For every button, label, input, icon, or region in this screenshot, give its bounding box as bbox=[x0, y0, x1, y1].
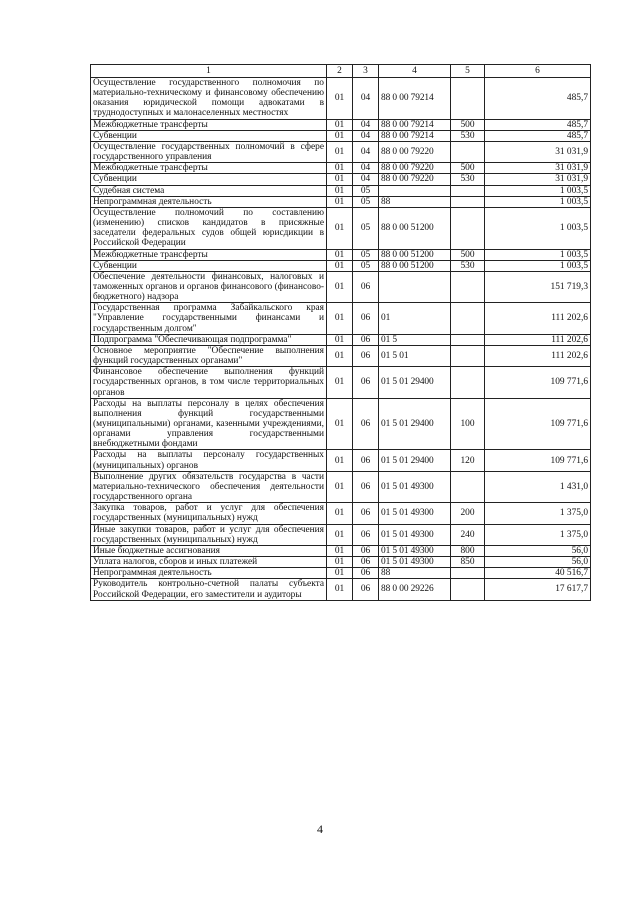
cell-target-article: 01 5 01 bbox=[379, 345, 451, 366]
table-row bbox=[91, 271, 591, 302]
cell-target-article: 88 0 00 51200 bbox=[379, 260, 451, 271]
cell-amount: 151 719,3 bbox=[485, 271, 591, 302]
cell-amount: 56,0 bbox=[485, 557, 591, 568]
cell-section: 01 bbox=[327, 557, 353, 568]
cell-subsection: 06 bbox=[353, 524, 379, 545]
table-row bbox=[91, 579, 591, 600]
cell-section: 01 bbox=[327, 345, 353, 366]
table-row bbox=[91, 568, 591, 579]
table-row bbox=[91, 303, 591, 334]
header-col-5: 5 bbox=[451, 65, 485, 78]
cell-target-article: 01 5 01 49300 bbox=[379, 524, 451, 545]
cell-name: Субвенции bbox=[91, 260, 327, 271]
cell-expense-type bbox=[451, 334, 485, 345]
cell-subsection: 06 bbox=[353, 545, 379, 556]
cell-expense-type: 500 bbox=[451, 163, 485, 174]
cell-subsection: 06 bbox=[353, 345, 379, 366]
cell-section: 01 bbox=[327, 545, 353, 556]
cell-section: 01 bbox=[327, 303, 353, 334]
cell-subsection: 04 bbox=[353, 174, 379, 185]
cell-subsection: 06 bbox=[353, 271, 379, 302]
page-number: 4 bbox=[317, 822, 323, 836]
cell-amount: 1 003,5 bbox=[485, 207, 591, 249]
cell-amount: 31 031,9 bbox=[485, 163, 591, 174]
cell-name: Межбюджетные трансферты bbox=[91, 163, 327, 174]
cell-target-article: 88 0 00 51200 bbox=[379, 249, 451, 260]
cell-name: Государственная программа Забайкальского края "Управление государственными финансами и государственным долгом" bbox=[91, 303, 327, 334]
table-header bbox=[91, 65, 591, 78]
budget-table bbox=[90, 64, 591, 601]
cell-target-article: 88 0 00 51200 bbox=[379, 207, 451, 249]
cell-section: 01 bbox=[327, 450, 353, 471]
cell-section: 01 bbox=[327, 174, 353, 185]
cell-expense-type: 100 bbox=[451, 398, 485, 450]
cell-subsection: 06 bbox=[353, 557, 379, 568]
cell-target-article: 01 5 01 29400 bbox=[379, 367, 451, 398]
table-row bbox=[91, 130, 591, 141]
cell-section: 01 bbox=[327, 78, 353, 120]
table-row bbox=[91, 367, 591, 398]
cell-target-article: 88 bbox=[379, 568, 451, 579]
cell-section: 01 bbox=[327, 141, 353, 162]
cell-amount: 485,7 bbox=[485, 119, 591, 130]
cell-target-article: 88 0 00 79214 bbox=[379, 78, 451, 120]
cell-subsection: 04 bbox=[353, 119, 379, 130]
cell-target-article: 88 0 00 79220 bbox=[379, 141, 451, 162]
cell-section: 01 bbox=[327, 503, 353, 524]
cell-subsection: 04 bbox=[353, 141, 379, 162]
cell-expense-type bbox=[451, 579, 485, 600]
cell-expense-type: 530 bbox=[451, 260, 485, 271]
cell-name: Осуществление государственного полномочия по материально-техническому и финансовому обеспечению оказания юридической помощи адвокатами в труднодоступных и малонаселенных местностях bbox=[91, 78, 327, 120]
cell-expense-type bbox=[451, 367, 485, 398]
cell-amount: 109 771,6 bbox=[485, 450, 591, 471]
cell-target-article: 01 bbox=[379, 303, 451, 334]
cell-expense-type bbox=[451, 568, 485, 579]
cell-subsection: 06 bbox=[353, 398, 379, 450]
cell-expense-type bbox=[451, 345, 485, 366]
cell-target-article: 01 5 01 29400 bbox=[379, 450, 451, 471]
header-col-1: 1 bbox=[91, 65, 327, 78]
cell-target-article: 01 5 01 29400 bbox=[379, 398, 451, 450]
cell-subsection: 06 bbox=[353, 334, 379, 345]
cell-expense-type bbox=[451, 471, 485, 502]
cell-name: Обеспечение деятельности финансовых, налоговых и таможенных органов и органов финансового (финансово-бюджетного) надзора bbox=[91, 271, 327, 302]
cell-subsection: 05 bbox=[353, 207, 379, 249]
cell-subsection: 06 bbox=[353, 471, 379, 502]
cell-name: Непрограммная деятельность bbox=[91, 196, 327, 207]
cell-amount: 111 202,6 bbox=[485, 303, 591, 334]
cell-expense-type bbox=[451, 303, 485, 334]
cell-section: 01 bbox=[327, 249, 353, 260]
cell-amount: 1 003,5 bbox=[485, 185, 591, 196]
cell-amount: 1 375,0 bbox=[485, 524, 591, 545]
cell-name: Финансовое обеспечение выполнения функций государственных органов, в том числе территориальных органов bbox=[91, 367, 327, 398]
cell-subsection: 06 bbox=[353, 450, 379, 471]
table-row bbox=[91, 260, 591, 271]
cell-amount: 111 202,6 bbox=[485, 334, 591, 345]
cell-subsection: 06 bbox=[353, 503, 379, 524]
cell-name: Расходы на выплаты персоналу государственных (муниципальных) органов bbox=[91, 450, 327, 471]
cell-subsection: 05 bbox=[353, 249, 379, 260]
cell-target-article: 01 5 01 49300 bbox=[379, 557, 451, 568]
cell-target-article: 01 5 bbox=[379, 334, 451, 345]
cell-target-article: 88 0 00 79214 bbox=[379, 119, 451, 130]
table-row bbox=[91, 207, 591, 249]
header-col-6: 6 bbox=[485, 65, 591, 78]
cell-subsection: 04 bbox=[353, 78, 379, 120]
cell-name: Иные бюджетные ассигнования bbox=[91, 545, 327, 556]
table-row bbox=[91, 503, 591, 524]
cell-expense-type: 530 bbox=[451, 174, 485, 185]
cell-section: 01 bbox=[327, 579, 353, 600]
cell-section: 01 bbox=[327, 367, 353, 398]
cell-amount: 17 617,7 bbox=[485, 579, 591, 600]
cell-amount: 31 031,9 bbox=[485, 141, 591, 162]
table-row bbox=[91, 249, 591, 260]
cell-section: 01 bbox=[327, 524, 353, 545]
cell-expense-type bbox=[451, 78, 485, 120]
cell-target-article: 88 0 00 29226 bbox=[379, 579, 451, 600]
cell-expense-type bbox=[451, 185, 485, 196]
table-row bbox=[91, 163, 591, 174]
header-col-3: 3 bbox=[353, 65, 379, 78]
cell-section: 01 bbox=[327, 334, 353, 345]
header-col-2: 2 bbox=[327, 65, 353, 78]
cell-section: 01 bbox=[327, 130, 353, 141]
cell-expense-type: 500 bbox=[451, 249, 485, 260]
cell-expense-type: 800 bbox=[451, 545, 485, 556]
table-body bbox=[91, 78, 591, 601]
cell-section: 01 bbox=[327, 207, 353, 249]
cell-name: Непрограммная деятельность bbox=[91, 568, 327, 579]
cell-target-article: 88 bbox=[379, 196, 451, 207]
cell-name: Руководитель контрольно-счетной палаты субъекта Российской Федерации, его заместители и аудиторы bbox=[91, 579, 327, 600]
table-row bbox=[91, 345, 591, 366]
table-row bbox=[91, 185, 591, 196]
cell-subsection: 04 bbox=[353, 130, 379, 141]
cell-target-article: 01 5 01 49300 bbox=[379, 503, 451, 524]
cell-name: Выполнение других обязательств государства в части материально-технического обеспечения деятельности государственного органа bbox=[91, 471, 327, 502]
cell-section: 01 bbox=[327, 271, 353, 302]
cell-subsection: 05 bbox=[353, 260, 379, 271]
cell-target-article: 01 5 01 49300 bbox=[379, 471, 451, 502]
cell-name: Иные закупки товаров, работ и услуг для обеспечения государственных (муниципальных) нужд bbox=[91, 524, 327, 545]
cell-subsection: 06 bbox=[353, 568, 379, 579]
cell-expense-type: 200 bbox=[451, 503, 485, 524]
cell-name: Подпрограмма "Обеспечивающая подпрограмма" bbox=[91, 334, 327, 345]
cell-section: 01 bbox=[327, 163, 353, 174]
cell-section: 01 bbox=[327, 119, 353, 130]
header-row bbox=[91, 65, 591, 78]
cell-section: 01 bbox=[327, 398, 353, 450]
cell-section: 01 bbox=[327, 471, 353, 502]
cell-target-article: 88 0 00 79220 bbox=[379, 174, 451, 185]
cell-amount: 1 003,5 bbox=[485, 249, 591, 260]
table-row bbox=[91, 471, 591, 502]
cell-amount: 1 375,0 bbox=[485, 503, 591, 524]
cell-subsection: 06 bbox=[353, 367, 379, 398]
cell-amount: 31 031,9 bbox=[485, 174, 591, 185]
table-row bbox=[91, 141, 591, 162]
cell-name: Субвенции bbox=[91, 174, 327, 185]
cell-expense-type: 500 bbox=[451, 119, 485, 130]
cell-target-article: 01 5 01 49300 bbox=[379, 545, 451, 556]
table-row bbox=[91, 524, 591, 545]
cell-expense-type: 850 bbox=[451, 557, 485, 568]
cell-amount: 1 003,5 bbox=[485, 260, 591, 271]
cell-subsection: 05 bbox=[353, 196, 379, 207]
table-row bbox=[91, 398, 591, 450]
table-row bbox=[91, 545, 591, 556]
cell-amount: 1 431,0 bbox=[485, 471, 591, 502]
cell-expense-type: 240 bbox=[451, 524, 485, 545]
cell-name: Судебная система bbox=[91, 185, 327, 196]
cell-name: Осуществление полномочий по составлению (изменению) списков кандидатов в присяжные заседатели федеральных судов общей юрисдикции в Российской Федерации bbox=[91, 207, 327, 249]
cell-subsection: 06 bbox=[353, 579, 379, 600]
table-row bbox=[91, 450, 591, 471]
cell-amount: 40 516,7 bbox=[485, 568, 591, 579]
cell-expense-type bbox=[451, 196, 485, 207]
cell-name: Уплата налогов, сборов и иных платежей bbox=[91, 557, 327, 568]
cell-target-article bbox=[379, 271, 451, 302]
cell-amount: 1 003,5 bbox=[485, 196, 591, 207]
cell-name: Межбюджетные трансферты bbox=[91, 249, 327, 260]
cell-name: Субвенции bbox=[91, 130, 327, 141]
cell-amount: 485,7 bbox=[485, 130, 591, 141]
table-row bbox=[91, 557, 591, 568]
table-row bbox=[91, 334, 591, 345]
cell-amount: 485,7 bbox=[485, 78, 591, 120]
cell-amount: 109 771,6 bbox=[485, 367, 591, 398]
cell-name: Основное мероприятие "Обеспечение выполнения функций государственных органами" bbox=[91, 345, 327, 366]
cell-amount: 56,0 bbox=[485, 545, 591, 556]
cell-section: 01 bbox=[327, 568, 353, 579]
cell-target-article bbox=[379, 185, 451, 196]
cell-target-article: 88 0 00 79220 bbox=[379, 163, 451, 174]
cell-expense-type: 530 bbox=[451, 130, 485, 141]
cell-subsection: 04 bbox=[353, 163, 379, 174]
table-row bbox=[91, 196, 591, 207]
cell-expense-type bbox=[451, 271, 485, 302]
cell-amount: 111 202,6 bbox=[485, 345, 591, 366]
table-row bbox=[91, 78, 591, 120]
cell-name: Закупка товаров, работ и услуг для обеспечения государственных (муниципальных) нужд bbox=[91, 503, 327, 524]
cell-target-article: 88 0 00 79214 bbox=[379, 130, 451, 141]
cell-section: 01 bbox=[327, 185, 353, 196]
cell-name: Межбюджетные трансферты bbox=[91, 119, 327, 130]
cell-amount: 109 771,6 bbox=[485, 398, 591, 450]
cell-expense-type: 120 bbox=[451, 450, 485, 471]
cell-section: 01 bbox=[327, 196, 353, 207]
cell-section: 01 bbox=[327, 260, 353, 271]
cell-expense-type bbox=[451, 207, 485, 249]
cell-name: Расходы на выплаты персоналу в целях обеспечения выполнения функций государственными (муниципальными) органами, казенными учреждениями, органами управления государственными внебюджетными фондами bbox=[91, 398, 327, 450]
table-row bbox=[91, 174, 591, 185]
cell-expense-type bbox=[451, 141, 485, 162]
cell-subsection: 06 bbox=[353, 303, 379, 334]
cell-subsection: 05 bbox=[353, 185, 379, 196]
table-row bbox=[91, 119, 591, 130]
cell-name: Осуществление государственных полномочий в сфере государственного управления bbox=[91, 141, 327, 162]
header-col-4: 4 bbox=[379, 65, 451, 78]
